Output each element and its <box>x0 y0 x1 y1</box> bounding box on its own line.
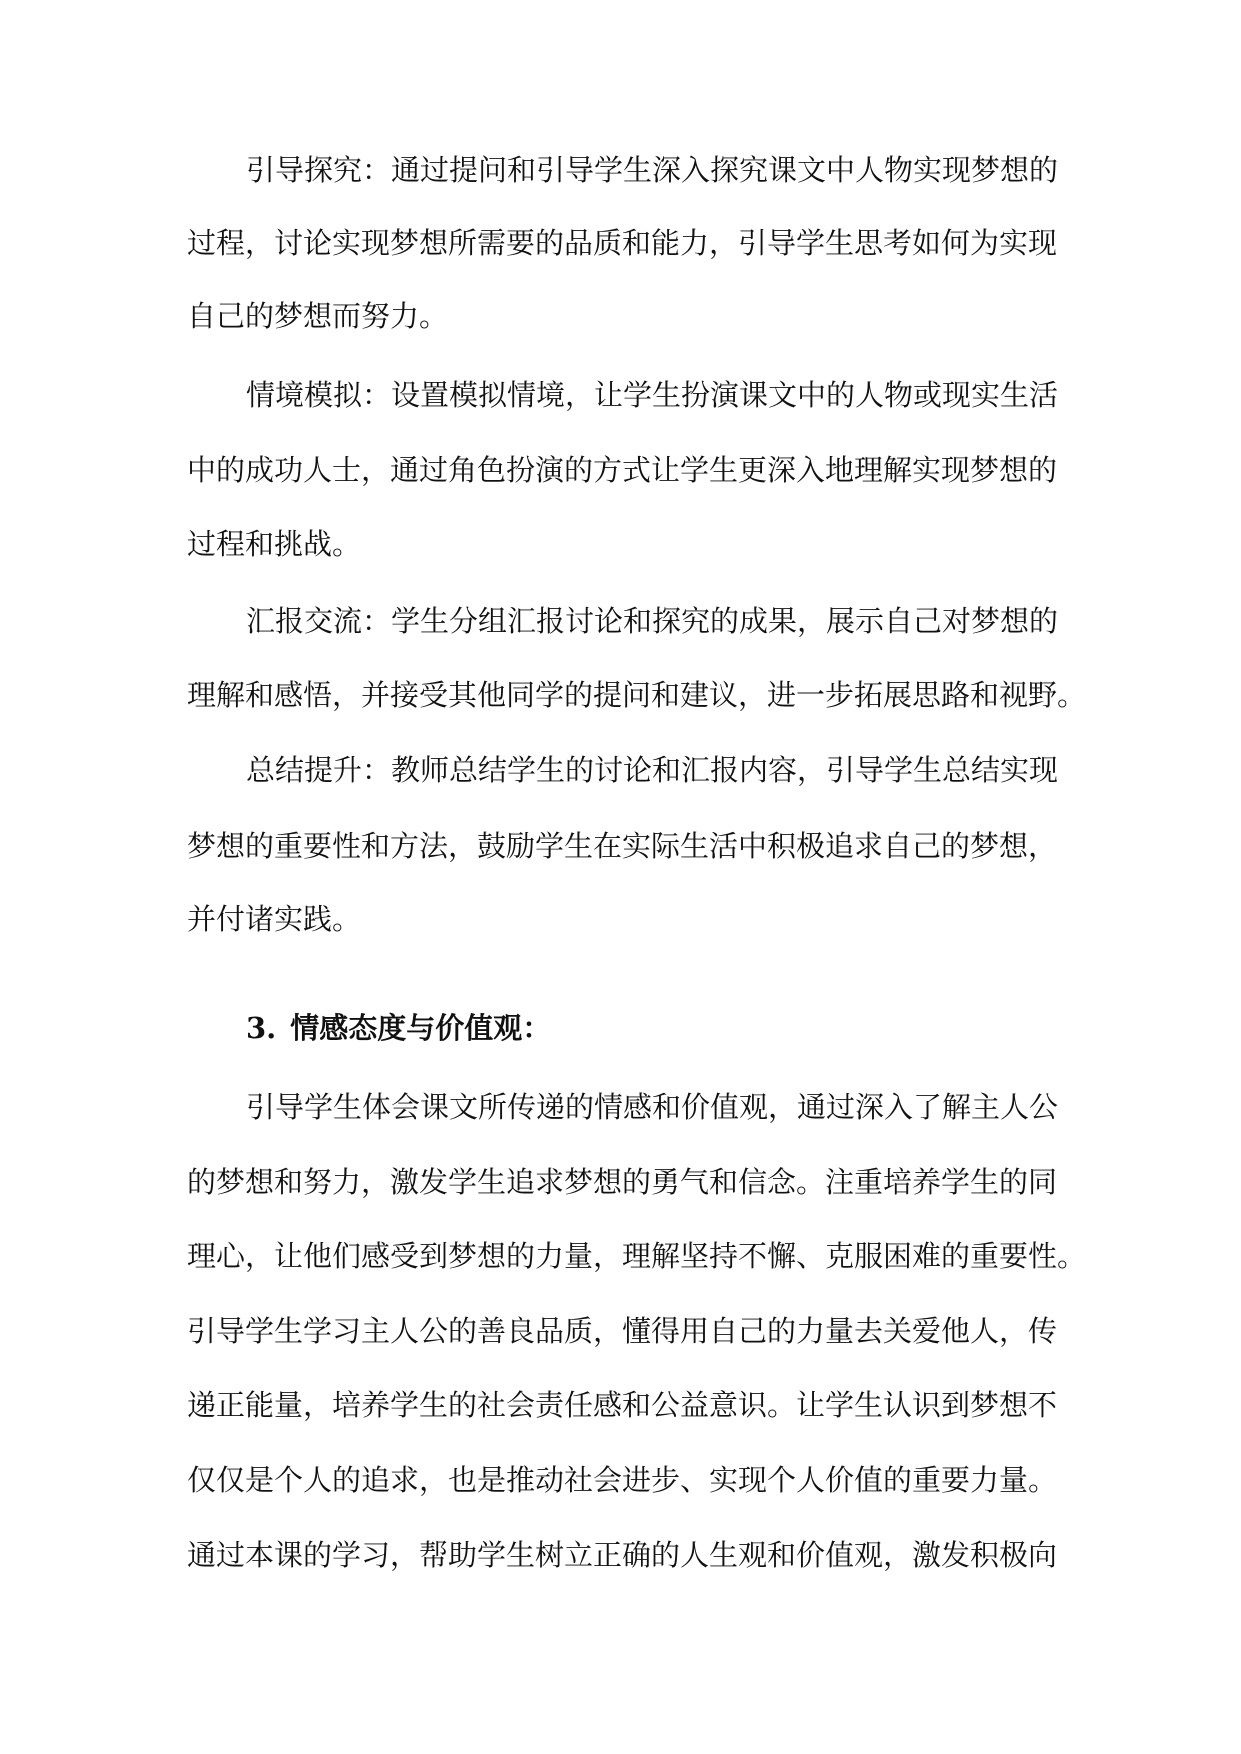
paragraph-line: 的梦想和努力，激发学生追求梦想的勇气和信念。注重培养学生的同 <box>187 1165 1058 1199</box>
paragraph-line: 理解和感悟，并接受其他同学的提问和建议，进一步拓展思路和视野。 <box>187 678 1087 712</box>
paragraph-line: 过程和挑战。 <box>187 527 362 561</box>
paragraph-line: 引导学生学习主人公的善良品质，懂得用自己的力量去关爱他人，传 <box>187 1314 1058 1348</box>
paragraph-line: 理心，让他们感受到梦想的力量，理解坚持不懈、克服困难的重要性。 <box>187 1239 1087 1273</box>
section-title: 情感态度与价值观： <box>290 1011 552 1045</box>
paragraph-line: 通过本课的学习，帮助学生树立正确的人生观和价值观，激发积极向 <box>187 1538 1058 1572</box>
section-heading <box>246 1008 551 1048</box>
paragraph-line: 中的成功人士，通过角色扮演的方式让学生更深入地理解实现梦想的 <box>187 453 1058 487</box>
paragraph-line: 汇报交流：学生分组汇报讨论和探究的成果，展示自己对梦想的 <box>246 604 1059 638</box>
paragraph-line: 引导学生体会课文所传递的情感和价值观，通过深入了解主人公 <box>246 1090 1059 1124</box>
paragraph-line: 情境模拟：设置模拟情境，让学生扮演课文中的人物或现实生活 <box>246 378 1059 412</box>
section-number: 3. <box>246 1011 277 1045</box>
paragraph-line: 总结提升：教师总结学生的讨论和汇报内容，引导学生总结实现 <box>246 753 1059 787</box>
paragraph-line: 自己的梦想而努力。 <box>187 299 449 333</box>
paragraph-line: 并付诸实践。 <box>187 902 362 936</box>
paragraph-line: 过程，讨论实现梦想所需要的品质和能力，引导学生思考如何为实现 <box>187 226 1058 260</box>
paragraph-line: 梦想的重要性和方法，鼓励学生在实际生活中积极追求自己的梦想， <box>187 829 1058 863</box>
paragraph-line: 仅仅是个人的追求，也是推动社会进步、实现个人价值的重要力量。 <box>187 1463 1058 1497</box>
paragraph-line: 递正能量，培养学生的社会责任感和公益意识。让学生认识到梦想不 <box>187 1388 1058 1422</box>
paragraph-line: 引导探究：通过提问和引导学生深入探究课文中人物实现梦想的 <box>246 153 1059 187</box>
